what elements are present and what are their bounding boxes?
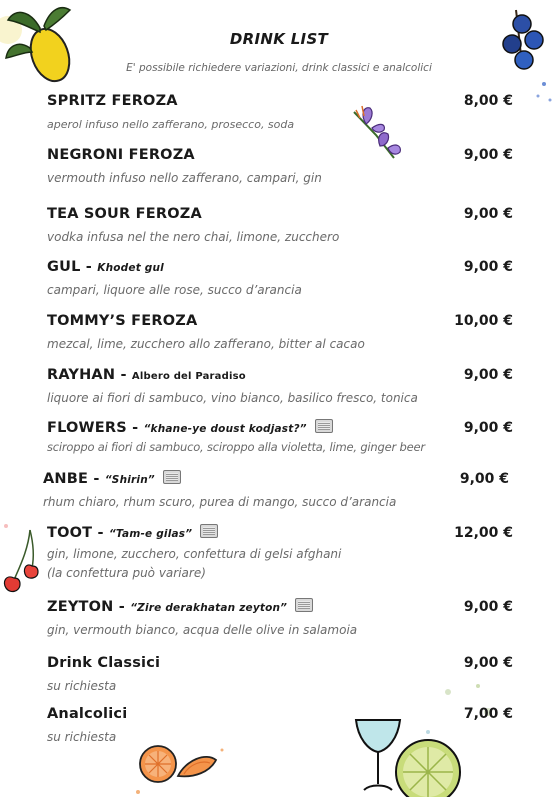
item-name: ZEYTON - “Zire derakhatan zeyton” <box>47 598 313 615</box>
item-name: Analcolici <box>47 706 128 722</box>
page-title: DRINK LIST <box>229 30 329 48</box>
menu-item <box>47 419 513 457</box>
page-subtitle: E' possibile richiedere variazioni, drink classici e analcolici <box>126 62 432 74</box>
item-description: sciroppo ai fiori di sambuco, sciroppo alla violetta, lime, ginger beer <box>47 440 425 454</box>
item-description: aperol infuso nello zafferano, prosecco, soda <box>47 118 295 131</box>
item-description: su richiesta <box>47 679 117 693</box>
item-description: liquore ai fiori di sambuco, vino bianco, basilico fresco, tonica <box>47 391 418 405</box>
item-price: 9,00 € <box>463 147 513 163</box>
item-price: 12,00 € <box>454 525 513 541</box>
item-description: campari, liquore alle rose, succo d’arancia <box>47 283 302 297</box>
menu-item <box>47 206 513 247</box>
item-name: SPRITZ FEROZA <box>47 93 178 109</box>
item-price: 9,00 € <box>459 471 509 487</box>
item-name: Drink Classici <box>47 655 161 671</box>
item-name: ANBE - “Shirin” <box>43 470 181 487</box>
item-description: gin, vermouth bianco, acqua delle olive in salamoia <box>47 623 358 637</box>
item-description: gin, limone, zucchero, confettura di gelsi afghani <box>47 547 342 561</box>
item-price: 7,00 € <box>463 706 513 722</box>
item-name: TEA SOUR FEROZA <box>47 206 202 222</box>
tv-icon <box>200 524 218 538</box>
tv-icon <box>295 598 313 612</box>
item-name: FLOWERS - “khane-ye doust kodjast?” <box>47 419 333 436</box>
item-description: mezcal, lime, zucchero allo zafferano, bitter al cacao <box>47 337 365 351</box>
menu-item <box>47 524 513 583</box>
item-price: 9,00 € <box>463 367 513 383</box>
item-name: TOOT - “Tam-e gilas” <box>47 524 218 541</box>
menu-item <box>47 93 513 134</box>
menu-item <box>47 706 513 747</box>
item-name: NEGRONI FEROZA <box>47 147 195 163</box>
item-price: 9,00 € <box>463 599 513 615</box>
item-price: 9,00 € <box>463 655 513 671</box>
tv-icon <box>315 419 333 433</box>
menu-item <box>47 598 513 640</box>
item-price: 9,00 € <box>463 206 513 222</box>
item-name: TOMMY’S FEROZA <box>47 313 198 329</box>
item-name: GUL - Khodet gul <box>47 259 164 275</box>
item-price: 10,00 € <box>454 313 513 329</box>
item-description: vodka infusa nel the nero chai, limone, zucchero <box>47 230 340 244</box>
menu-item <box>43 470 509 512</box>
item-description-note: (la confettura può variare) <box>47 566 206 580</box>
menu-item <box>47 147 513 188</box>
item-price: 9,00 € <box>463 259 513 275</box>
item-name: RAYHAN - Albero del Paradiso <box>47 367 246 383</box>
item-price: 9,00 € <box>463 420 513 436</box>
item-description: rhum chiaro, rhum scuro, purea di mango, succo d’arancia <box>43 495 397 509</box>
menu-item <box>47 313 513 354</box>
tv-icon <box>163 470 181 484</box>
item-description: su richiesta <box>47 730 117 744</box>
blueberry-illustration <box>494 6 558 106</box>
item-description: vermouth infuso nello zafferano, campari, gin <box>47 171 322 185</box>
cherry-illustration <box>0 520 44 600</box>
menu-item <box>47 259 513 300</box>
item-price: 8,00 € <box>463 93 513 109</box>
menu-item <box>47 367 513 408</box>
menu-item <box>47 655 513 696</box>
